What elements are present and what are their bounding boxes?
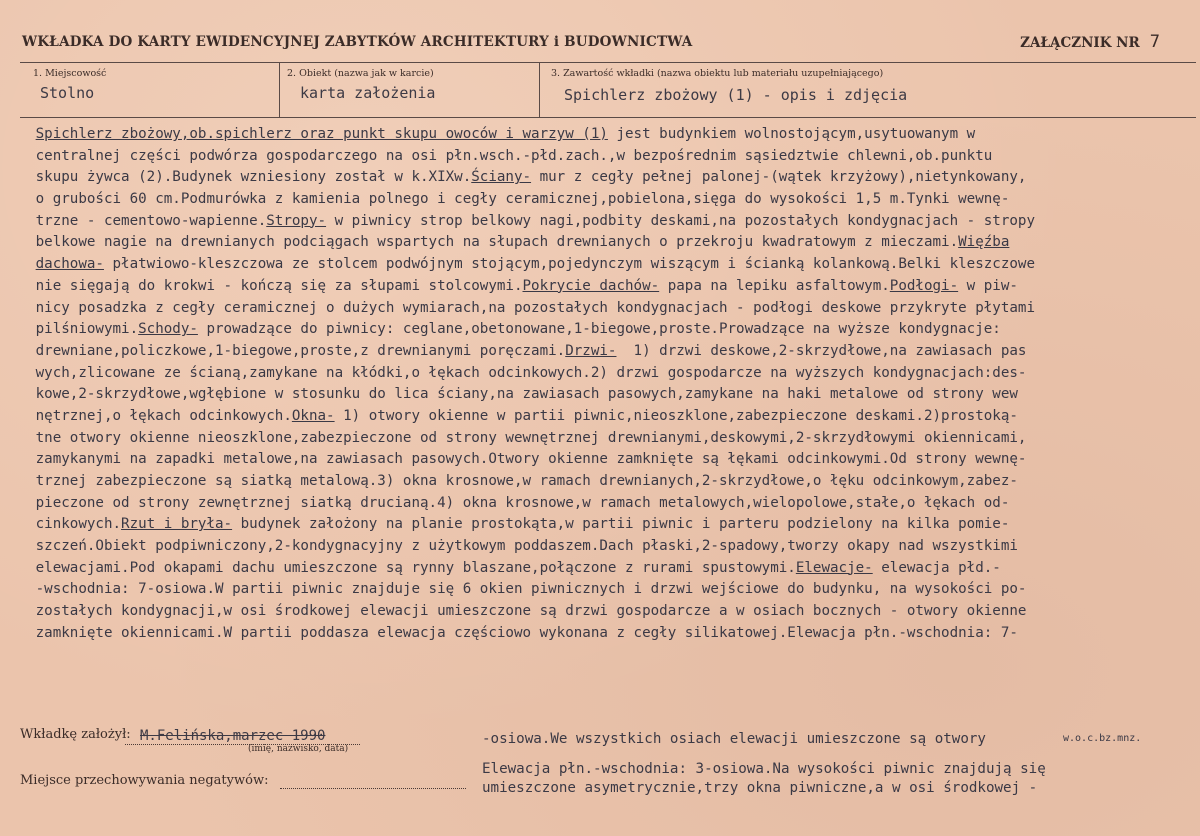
- body-text-segment: prowadzące do piwnicy: ceglane,obetonowane,1-biegowe,proste.Prowadzące na wyższe kondygnacje:: [197, 321, 1001, 338]
- body-text-segment: wych,zlicowane ze ścianą,zamykane na kłódki,o łękach odcinkowych.2) drzwi gospodarcze na wyższych kondygnacjach:des-: [10, 364, 1027, 381]
- body-line: [10, 514, 1198, 536]
- body-line: [10, 558, 1198, 580]
- section-heading: Więźba: [958, 234, 1010, 251]
- body-text-segment: zamykanymi na zapadki metalowe,na zawiasach pasowych.Otwory okienne zamknięte są łękami odcinkowymi.Od strony wewnę-: [10, 451, 1027, 468]
- section-heading: Ściany-: [471, 169, 532, 186]
- description-body: [10, 124, 1198, 645]
- body-text-segment: centralnej części podwórza gospodarczego na osi płn.wsch.-płd.zach.,w bezpośrednim sąsiedztwie chlewni,ob.punktu: [10, 147, 993, 164]
- body-line: [10, 363, 1198, 385]
- body-line: [10, 276, 1198, 298]
- body-text-segment: trzne - cementowo-wapienne.: [10, 212, 267, 229]
- body-line: [10, 254, 1198, 276]
- body-line: [10, 449, 1198, 471]
- annex-label: ZAŁĄCZNIK NR: [1020, 35, 1140, 51]
- object-value: karta założenia: [300, 84, 436, 102]
- annex-value: 7: [1149, 32, 1160, 52]
- body-line: [10, 319, 1198, 341]
- body-text-segment: elewacja płd.-: [872, 559, 1001, 576]
- author-value: M.Felińska,marzec 1990: [140, 728, 326, 744]
- section-heading: Spichlerz zbożowy,ob.spichlerz oraz punkt skupu owoców i warzyw (1): [35, 126, 608, 142]
- body-text-segment: nicy posadzka z cegły ceramicznej o dużych wymiarach,na pozostałych kondygnacjach - podłogi deskowe przykryte płytami: [10, 299, 1035, 316]
- body-line: [10, 341, 1198, 363]
- body-text-segment: nie sięgają do krokwi - kończą się za słupami stolcowymi.: [10, 277, 523, 294]
- body-text-segment: płatwiowo-kleszczowa ze stolcem podwójnym stojącym,pojedynczym wiszącym i ścianką kolankową.Belki kleszczowe: [103, 256, 1036, 273]
- body-text-segment: tne otwory okienne nieoszklone,zabezpieczone od strony wewnętrznej drewnianymi,deskowymi,2-skrzydłowymi okiennicami,: [10, 429, 1027, 446]
- author-label: Wkładkę założył:: [20, 727, 131, 742]
- continuation-line-2: Elewacja płn.-wschodnia: 3-osiowa.Na wysokości piwnic znajdują się: [482, 761, 1046, 777]
- body-text-segment: trznej zabezpieczone są siatką metalową.3) okna krosnowe,w ramach drewnianych,2-skrzydłowe,o łęku odcinkowym,zabez-: [10, 473, 1018, 489]
- content-value: Spichlerz zbożowy (1) - opis i zdjęcia: [564, 86, 908, 104]
- form-title: WKŁADKA DO KARTY EWIDENCYJNEJ ZABYTKÓW ARCHITEKTURY i BUDOWNICTWA: [22, 34, 693, 50]
- body-text-segment: jest budynkiem wolnostojącym,usytuowanym w: [607, 126, 976, 142]
- field-separator-2: [539, 62, 540, 117]
- section-heading: Schody-: [138, 321, 198, 338]
- locality-value: Stolno: [40, 84, 95, 102]
- body-line: [10, 298, 1198, 320]
- body-text-segment: kowe,2-skrzydłowe,wgłębione w stosunku do lica ściany,na zawiasach pasowych,zamykane na haki metalowe od strony wew: [10, 386, 1018, 403]
- header-divider: [20, 62, 1196, 63]
- negatives-line: [280, 788, 466, 789]
- body-text-segment: nętrznej,o łękach odcinkowych.: [10, 407, 292, 424]
- body-text-segment: pilśniowymi.: [10, 321, 139, 338]
- continuation-line-3: umieszczone asymetrycznie,trzy okna piwniczne,a w osi środkowej -: [482, 780, 1038, 796]
- body-text-segment: belkowe nagie na drewnianych podciągach wspartych na słupach drewnianych o przekroju kwadratowym z mieczami.: [10, 234, 959, 251]
- body-text-segment: budynek założony na planie prostokąta,w partii piwnic i parteru podzielony na kilka pomie-: [232, 516, 1010, 533]
- field-separator-1: [279, 62, 280, 117]
- body-line: [10, 471, 1198, 493]
- section-heading: Podłogi-: [889, 277, 959, 294]
- body-line: [10, 536, 1198, 558]
- body-text-segment: skupu żywca (2).Budynek wzniesiony został w k.XIXw.: [10, 169, 472, 186]
- author-sublabel: (imię, nazwisko, data): [248, 744, 349, 754]
- annex-number: [1020, 32, 1160, 52]
- body-text-segment: [10, 126, 36, 142]
- body-line: [10, 601, 1198, 623]
- body-text-segment: drewniane,policzkowe,1-biegowe,proste,z drewnianymi poręczami.: [10, 342, 566, 359]
- body-line: [10, 124, 1198, 146]
- section-heading: Rzut i bryła-: [121, 516, 233, 533]
- body-text-segment: o grubości 60 cm.Podmurówka z kamienia polnego i cegły ceramicznej,pobielona,sięga do wysokości 1,5 m.Tynki wewnę-: [10, 191, 1010, 208]
- section-heading: Elewacje-: [795, 559, 873, 576]
- body-text-segment: zostałych kondygnacji,w osi środkowej elewacji umieszczone są drzwi gospodarcze a w osiach bocznych - otwory okienne: [10, 603, 1027, 620]
- continuation-line-1: -osiowa.We wszystkich osiach elewacji umieszczone są otwory: [482, 731, 986, 747]
- body-line: [10, 428, 1198, 450]
- negatives-label: Miejsce przechowywania negatywów:: [20, 773, 269, 788]
- body-text-segment: mur z cegły pełnej palonej-(wątek krzyżowy),nietynkowany,: [531, 169, 1027, 186]
- body-text-segment: 1) drzwi deskowe,2-skrzydłowe,na zawiasach pas: [616, 342, 1027, 359]
- body-line: [10, 146, 1198, 168]
- section-heading: Okna-: [291, 407, 335, 424]
- body-text-segment: -wschodnia: 7-osiowa.W partii piwnic znajduje się 6 okien piwnicznych i drzwi wejściowe do budynku, na wysokości po-: [10, 581, 1027, 598]
- body-line: [10, 493, 1198, 515]
- body-text-segment: szczeń.Obiekt podpiwniczony,2-kondygnacyjny z użytkowym poddaszem.Dach płaski,2-spadowy,tworzy okapy nad wszystkimi: [10, 538, 1018, 555]
- fields-divider: [20, 117, 1196, 118]
- body-text-segment: 1) otwory okienne w partii piwnic,nieoszklone,zabezpieczone deskami.2)prostoką-: [334, 407, 1018, 424]
- object-label: 2. Obiekt (nazwa jak w karcie): [287, 68, 434, 79]
- body-line: [10, 232, 1198, 254]
- body-text-segment: cinkowych.: [10, 516, 122, 533]
- body-line: [10, 406, 1198, 428]
- body-line: [10, 579, 1198, 601]
- body-line: [10, 384, 1198, 406]
- section-heading: dachowa-: [35, 256, 104, 273]
- body-text-segment: w piwnicy strop belkowy nagi,podbity deskami,na pozostałych kondygnacjach - stropy: [326, 212, 1035, 229]
- body-text-segment: [10, 256, 36, 272]
- body-line: [10, 167, 1198, 189]
- body-text-segment: zamknięte okiennicami.W partii poddasza elewacja częściowo wykonana z cegły silikatowej.Elewacja płn.-wschodnia: 7-: [10, 624, 1018, 641]
- section-heading: Stropy-: [266, 212, 327, 229]
- continuation-line-1-tail: w.o.c.bz.mnz.: [1063, 733, 1142, 744]
- section-heading: Pokrycie dachów-: [522, 277, 660, 294]
- content-label: 3. Zawartość wkładki (nazwa obiektu lub materiału uzupełniającego): [551, 68, 884, 79]
- body-text-segment: papa na lepiku asfaltowym.: [659, 277, 890, 294]
- body-line: [10, 189, 1198, 211]
- body-text-segment: elewacjami.Pod okapami dachu umieszczone są rynny blaszane,połączone z rurami spustowymi.: [10, 559, 796, 576]
- body-text-segment: pieczone od strony zewnętrznej siatką drucianą.4) okna krosnowe,w ramach metalowych,wielopolowe,stałe,o łękach od-: [10, 494, 1010, 511]
- section-heading: Drzwi-: [565, 342, 617, 359]
- locality-label: 1. Miejscowość: [33, 68, 107, 79]
- body-line: [10, 623, 1198, 645]
- body-text-segment: w piw-: [958, 277, 1018, 294]
- body-line: [10, 211, 1198, 233]
